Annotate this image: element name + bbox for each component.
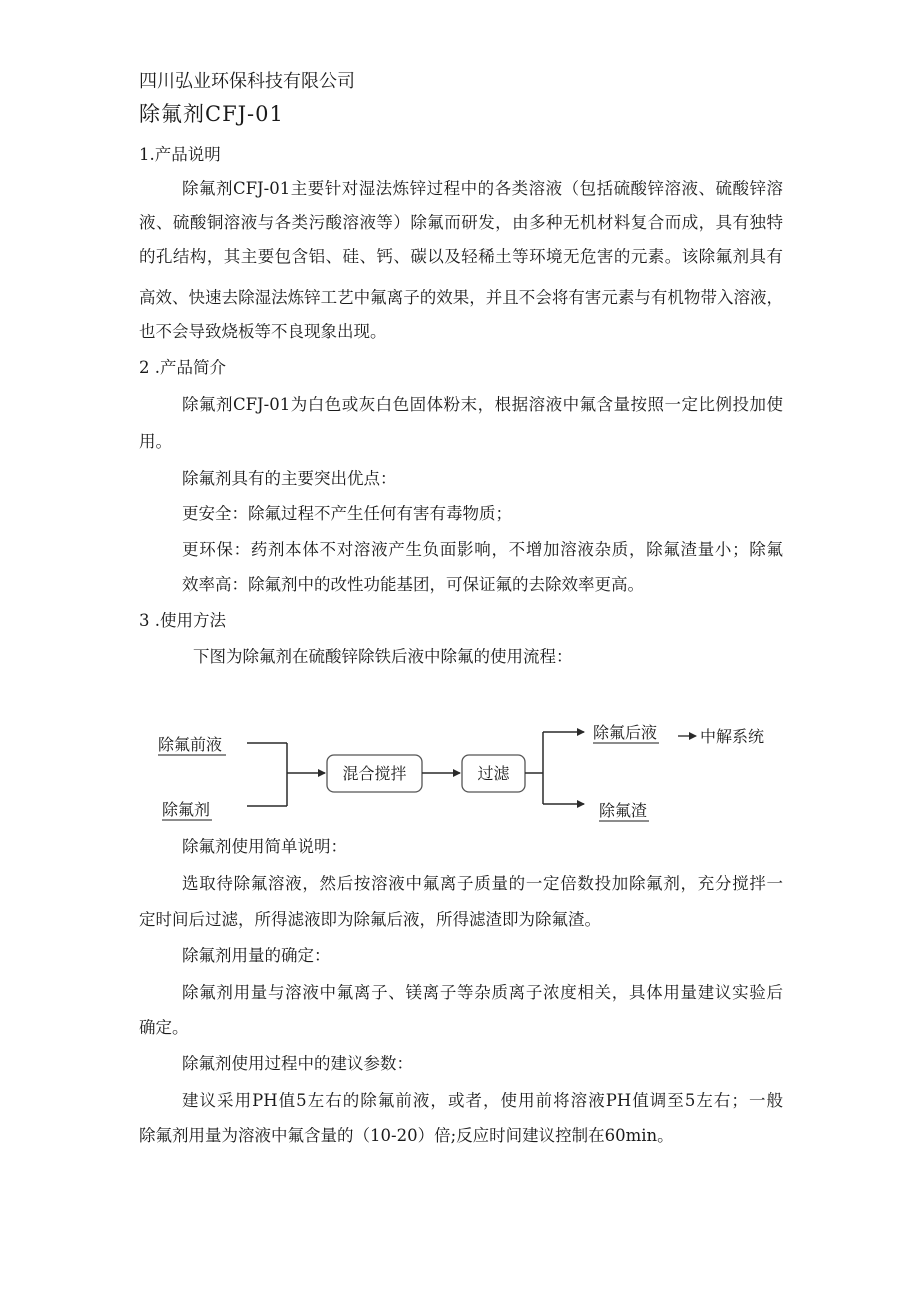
advantage-item: 更安全：除氟过程不产生任何有害有毒物质； <box>182 504 512 523</box>
flow-input-pre-solution: 除氟前液 <box>158 735 223 754</box>
section3-heading: 3 .使用方法 <box>139 611 226 630</box>
params-line: 建议采用PH值5左右的除氟前液，或者，使用前将溶液PH值调至5左右；一般 <box>182 1091 783 1110</box>
advantage-item: 更环保：药剂本体不对溶液产生负面影响，不增加溶液杂质，除氟渣量小；除氟 <box>182 540 783 559</box>
dosage-line: 除氟剂用量与溶液中氟离子、镁离子等杂质离子浓度相关，具体用量建议实验后 <box>182 983 783 1002</box>
usage-title: 除氟剂使用简单说明： <box>182 837 347 856</box>
params-title: 除氟剂使用过程中的建议参数： <box>182 1054 413 1073</box>
advantages-title: 除氟剂具有的主要突出优点： <box>182 469 397 488</box>
usage-line: 选取待除氟溶液，然后按溶液中氟离子质量的一定倍数投加除氟剂，充分搅拌一 <box>182 874 783 893</box>
params-line: 除氟剂用量为溶液中氟含量的（10-20）倍;反应时间建议控制在60min。 <box>139 1126 674 1145</box>
flow-output-residue: 除氟渣 <box>599 801 648 820</box>
dosage-line: 确定。 <box>139 1018 189 1037</box>
flow-step-filter: 过滤 <box>477 764 510 783</box>
dosage-title: 除氟剂用量的确定： <box>182 946 331 965</box>
section1-line: 液、硫酸铜溶液与各类污酸溶液等）除氟而研发，由多种无机材料复合而成，具有独特 <box>139 213 783 232</box>
section1-line: 高效、快速去除湿法炼锌工艺中氟离子的效果，并且不会将有害元素与有机物带入溶液， <box>139 288 783 307</box>
flow-step-mix: 混合搅拌 <box>342 764 407 783</box>
flow-output-post-solution: 除氟后液 <box>593 723 658 742</box>
section1-heading: 1.产品说明 <box>139 145 221 164</box>
flow-caption: 下图为除氟剂在硫酸锌除铁后液中除氟的使用流程： <box>193 647 573 666</box>
flow-input-agent: 除氟剂 <box>162 800 211 819</box>
process-flow-diagram <box>150 705 790 830</box>
section2-heading: 2 .产品简介 <box>139 358 226 377</box>
flow-destination: 中解系统 <box>700 727 765 746</box>
usage-line: 定时间后过滤，所得滤液即为除氟后液，所得滤渣即为除氟渣。 <box>139 910 601 929</box>
section2-intro-line: 用。 <box>139 432 172 451</box>
section1-line: 的孔结构，其主要包含铝、硅、钙、碳以及轻稀土等环境无危害的元素。该除氟剂具有 <box>139 247 783 266</box>
section2-intro-line: 除氟剂CFJ-01为白色或灰白色固体粉末，根据溶液中氟含量按照一定比例投加使 <box>182 395 783 414</box>
company-name: 四川弘业环保科技有限公司 <box>139 71 355 92</box>
section1-line: 除氟剂CFJ-01主要针对湿法炼锌过程中的各类溶液（包括硫酸锌溶液、硫酸锌溶 <box>182 179 783 198</box>
advantage-item: 效率高：除氟剂中的改性功能基团，可保证氟的去除效率更高。 <box>182 575 644 594</box>
product-title: 除氟剂CFJ-01 <box>139 102 284 126</box>
section1-line: 也不会导致烧板等不良现象出现。 <box>139 322 387 341</box>
